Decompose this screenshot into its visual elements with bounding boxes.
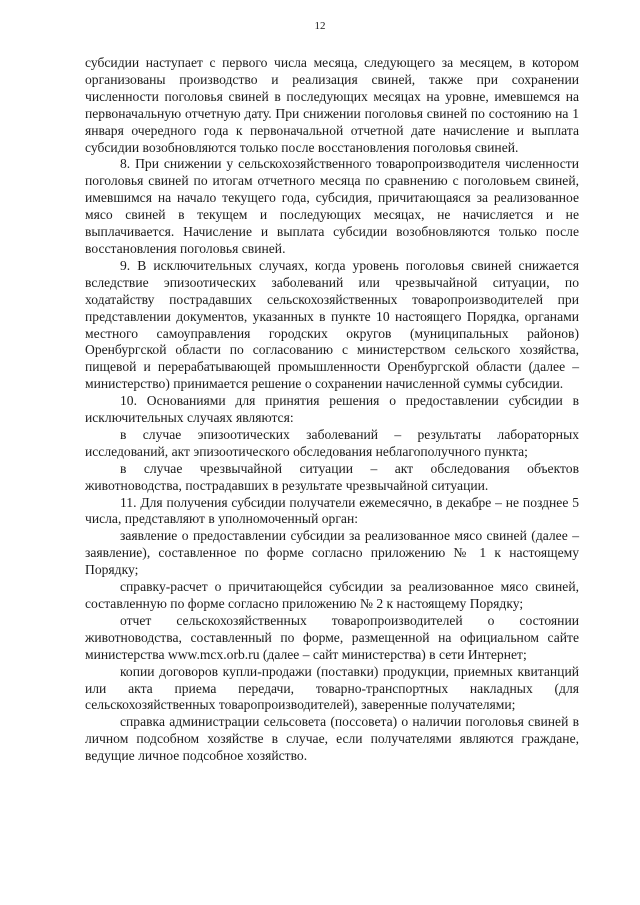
paragraph-application: заявление о предоставлении субсидии за реализованное мясо свиней (далее – заявление), составленное по форме согласно приложению № 1 к настоящему Порядку; [85, 528, 579, 578]
paragraph-item-9: 9. В исключительных случаях, когда уровень поголовья свиней снижается вследствие эпизоотических заболеваний или чрезвычайной ситуации, по ходатайству пострадавших сельскохозяйственных товаропроизводителей при представлении документов, указанных в пункте 10 настоящего Порядка, органами местного самоуправления городских округов (муниципальных районов) Оренбургской области по согласованию с министерством сельского хозяйства, пищевой и перерабатывающей промышленности Оренбургской области (далее – министерство) принимается решение о сохранении начисленной суммы субсидии. [85, 257, 579, 392]
paragraph-item-11: 11. Для получения субсидии получатели ежемесячно, в декабре – не позднее 5 числа, представляют в уполномоченный орган: [85, 494, 579, 527]
paragraph-calculation-certificate: справку-расчет о причитающейся субсидии за реализованное мясо свиней, составленную по форме согласно приложению № 2 к настоящему Порядку; [85, 579, 579, 611]
paragraph-item-10: 10. Основаниями для принятия решения о предоставлении субсидии в исключительных случаях являются: [85, 393, 579, 426]
paragraph-epizootic-case: в случае эпизоотических заболеваний – результаты лабораторных исследований, акт эпизоотического обследования неблагополучного пункта; [85, 426, 579, 459]
paragraph-emergency-case: в случае чрезвычайной ситуации – акт обследования объектов животноводства, пострадавших в результате чрезвычайной ситуации. [85, 460, 579, 493]
paragraph-continuation: субсидии наступает с первого числа месяца, следующего за месяцем, в котором организованы производство и реализация свиней, также при сохранении численности поголовья свиней в последующих месяцах на уровне, имевшемся на первоначальную отчетную дату. При снижении поголовья свиней по состоянию на 1 января очередного года к первоначальной отчетной дате начисление и выплата субсидии возобновляются только после восстановления поголовья свиней. [85, 55, 579, 155]
paragraph-contract-copies: копии договоров купли-продажи (поставки) продукции, приемных квитанций или акта приема передачи, товарно-транспортных накладных (для сельскохозяйственных товаропроизводителей), заверенные получателями; [85, 663, 579, 713]
paragraph-item-8: 8. При снижении у сельскохозяйственного товаропроизводителя численности поголовья свиней по итогам отчетного месяца по сравнению с поголовьем свиней, имевшимся на начало текущего года, субсидия, причитающаяся за реализованное мясо свиней в текущем и последующих месяцах, не начисляется и не выплачивается. Начисление и выплата субсидии возобновляются только после восстановления поголовья свиней. [85, 156, 579, 256]
paragraph-administration-certificate: справка администрации сельсовета (поссовета) о наличии поголовья свиней в личном подсобном хозяйстве в случае, если получателями являются граждане, ведущие личное подсобное хозяйство. [85, 714, 579, 764]
page-number: 12 [314, 20, 326, 32]
paragraph-livestock-report: отчет сельскохозяйственных товаропроизводителей о состоянии животноводства, составленный по форме, размещенной на официальном сайте министерства www.mcx.orb.ru (далее – сайт министерства) в сети Интернет; [85, 612, 579, 662]
body-text [85, 55, 579, 765]
